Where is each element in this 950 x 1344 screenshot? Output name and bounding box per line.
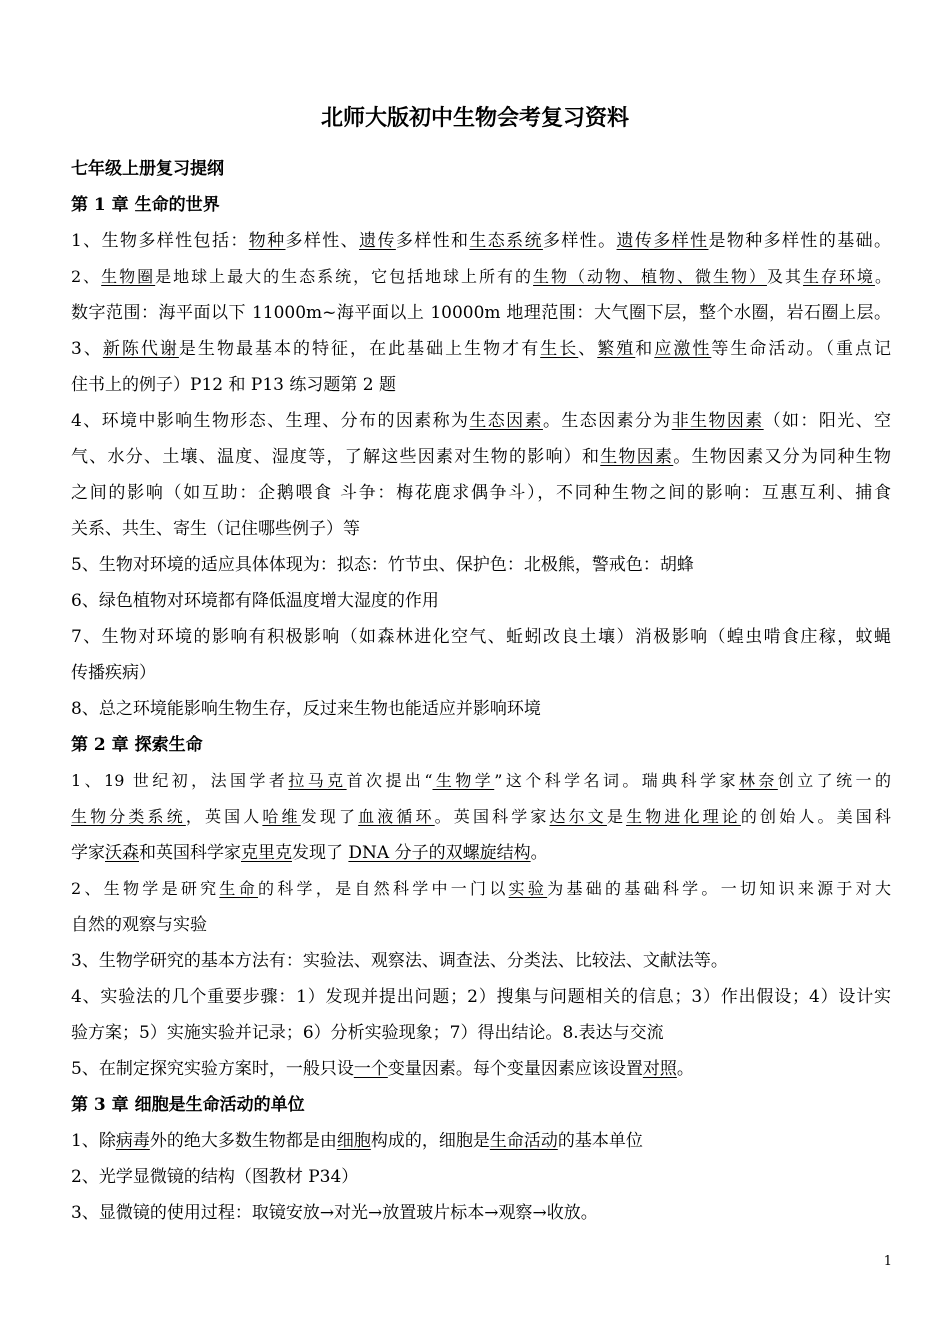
text-segment: 发现了 bbox=[292, 843, 349, 863]
text-line bbox=[71, 943, 891, 979]
text-segment: 的科学，是自然科学中一门以 bbox=[257, 879, 509, 898]
text-line bbox=[71, 1015, 891, 1051]
underlined-term: 繁殖 bbox=[597, 339, 636, 359]
underlined-term: 克里克 bbox=[241, 843, 292, 863]
underlined-term: DNA 分子的双螺旋结构 bbox=[348, 843, 531, 863]
underlined-term: 生命活动 bbox=[489, 1131, 558, 1151]
text-line bbox=[71, 331, 891, 367]
text-segment: 。生物因素又分为同种生物 bbox=[673, 447, 891, 467]
text-line bbox=[71, 907, 891, 943]
text-segment: 学家 bbox=[71, 843, 105, 863]
underlined-term: 生物因素 bbox=[600, 447, 674, 467]
text-segment: 2、 bbox=[71, 267, 102, 286]
text-segment: 是生物最基本的特征，在此基础上生物才有 bbox=[178, 339, 541, 359]
text-line bbox=[71, 511, 891, 547]
text-segment: 7、生物对环境的影响有积极影响（如森林进化空气、蚯蚓改良土壤）消极影响（蝗虫啃食庄稼，蚊蝇 bbox=[71, 627, 891, 647]
underlined-term: 生长 bbox=[540, 339, 579, 359]
text-segment: 第 1 章 生命的世界 bbox=[71, 195, 220, 215]
text-segment: 为基础的基础科学。一切知识来源于对大 bbox=[547, 879, 891, 898]
underlined-term: 生存环境 bbox=[802, 267, 875, 286]
text-segment: 2、生物学是研究 bbox=[71, 879, 220, 898]
text-segment: ，英国人 bbox=[185, 807, 263, 826]
text-line bbox=[71, 871, 891, 907]
text-segment: 。 bbox=[676, 1059, 694, 1079]
text-segment: 4、实验法的几个重要步骤：1）发现并提出问题；2）搜集与问题相关的信息；3）作出假设；4）设计实 bbox=[71, 987, 891, 1007]
text-segment: 5、在制定探究实验方案时，一般只设 bbox=[71, 1059, 354, 1079]
underlined-term: 物种 bbox=[248, 231, 286, 251]
text-segment: 首次提出“ bbox=[346, 771, 433, 790]
text-segment: 验方案；5）实施实验并记录；6）分析实验现象；7）得出结论。8.表达与交流 bbox=[71, 1023, 664, 1043]
section-heading bbox=[71, 1087, 891, 1123]
underlined-term: 病毒 bbox=[115, 1131, 150, 1151]
text-segment: 1、19 世纪初，法国学者 bbox=[71, 771, 289, 790]
text-segment: （如：阳光、空 bbox=[763, 411, 891, 431]
text-line bbox=[71, 1051, 891, 1087]
text-segment: 创立了统一的 bbox=[777, 771, 891, 790]
underlined-term: 对照 bbox=[642, 1059, 677, 1079]
text-line bbox=[71, 403, 891, 439]
text-segment: 3、生物学研究的基本方法有：实验法、观察法、调查法、分类法、比较法、文献法等。 bbox=[71, 951, 728, 971]
text-segment: 关系、共生、寄生（记住哪些例子）等 bbox=[71, 519, 360, 539]
underlined-term: 生物分类系统 bbox=[71, 807, 186, 826]
text-segment: ”这个科学名词。瑞典科学家 bbox=[494, 771, 739, 790]
text-line bbox=[71, 619, 891, 655]
text-line bbox=[71, 979, 891, 1015]
underlined-term: 拉马克 bbox=[288, 771, 347, 790]
text-segment: 及其 bbox=[766, 267, 803, 286]
underlined-term: 一个 bbox=[353, 1059, 388, 1079]
section-heading bbox=[71, 187, 891, 223]
text-line bbox=[71, 691, 891, 727]
underlined-term: 生态系统 bbox=[469, 231, 543, 251]
text-segment: 之间的影响（如互助：企鹅喂食 斗争：梅花鹿求偶争斗），不同种生物之间的影响：互惠互利、捕食 bbox=[71, 483, 891, 503]
text-segment: 自然的观察与实验 bbox=[71, 915, 207, 935]
text-segment: 。生态因素分为 bbox=[542, 411, 672, 431]
text-segment: 第 3 章 细胞是生命活动的单位 bbox=[71, 1095, 305, 1115]
text-segment: 。 bbox=[530, 843, 548, 863]
text-segment: 多样性、 bbox=[285, 231, 360, 251]
underlined-term: 应激性 bbox=[654, 339, 712, 359]
text-segment: 6、绿色植物对环境都有降低温度增大湿度的作用 bbox=[71, 591, 439, 611]
document-title: 北师大版初中生物会考复习资料 bbox=[320, 106, 629, 131]
text-line bbox=[71, 835, 891, 871]
text-segment: 和英国科学家 bbox=[139, 843, 241, 863]
text-segment: 多样性。 bbox=[542, 231, 617, 251]
text-segment: 构成的，细胞是 bbox=[370, 1131, 490, 1151]
text-segment: 数字范围：海平面以下 11000m~海平面以上 10000m 地理范围：大气圈下层，整个水圈，岩石圈上层。 bbox=[71, 303, 891, 323]
underlined-term: 新陈代谢 bbox=[102, 339, 179, 359]
text-segment: 3、 bbox=[71, 339, 103, 359]
text-segment: 等生命活动。（重点记 bbox=[711, 339, 891, 359]
underlined-term: 生物（动物、植物、微生物） bbox=[533, 267, 767, 286]
text-segment: 1、除 bbox=[71, 1131, 116, 1151]
text-line bbox=[71, 1123, 891, 1159]
underlined-term: 哈维 bbox=[262, 807, 301, 826]
text-segment: 是 bbox=[606, 807, 627, 826]
underlined-term: 生物学 bbox=[432, 771, 495, 790]
text-segment: 5、生物对环境的适应具体体现为：拟态：竹节虫、保护色：北极熊，警戒色：胡蜂 bbox=[71, 555, 694, 575]
text-segment: 的基本单位 bbox=[557, 1131, 643, 1151]
document-body bbox=[71, 151, 891, 1231]
text-line bbox=[71, 367, 891, 403]
underlined-term: 沃森 bbox=[105, 843, 139, 863]
text-segment: 第 2 章 探索生命 bbox=[71, 735, 203, 755]
text-line bbox=[71, 655, 891, 691]
underlined-term: 达尔文 bbox=[549, 807, 607, 826]
text-segment: 住书上的例子）P12 和 P13 练习题第 2 题 bbox=[71, 375, 396, 395]
text-segment: 4、环境中影响生物形态、生理、分布的因素称为 bbox=[71, 411, 470, 431]
underlined-term: 非生物因素 bbox=[671, 411, 764, 431]
text-line bbox=[71, 1159, 891, 1195]
underlined-term: 生态因素 bbox=[469, 411, 543, 431]
text-segment: 。英国科学家 bbox=[434, 807, 550, 826]
underlined-term: 林奈 bbox=[738, 771, 778, 790]
underlined-term: 生命 bbox=[219, 879, 258, 898]
underlined-term: 生物进化理论 bbox=[626, 807, 741, 826]
text-segment: 和 bbox=[635, 339, 655, 359]
underlined-term: 遗传 bbox=[359, 231, 396, 251]
text-segment: 8、总之环境能影响生物生存，反过来生物也能适应并影响环境 bbox=[71, 699, 541, 719]
text-segment: 气、水分、土壤、温度、湿度等，了解这些因素对生物的影响）和 bbox=[71, 447, 601, 467]
text-segment: 外的绝大多数生物都是由 bbox=[149, 1131, 337, 1151]
section-heading bbox=[71, 151, 891, 187]
underlined-term: 细胞 bbox=[336, 1131, 371, 1151]
text-segment: 传播疾病） bbox=[71, 663, 156, 683]
page-number: 1 bbox=[883, 1254, 892, 1269]
text-line bbox=[71, 475, 891, 511]
text-segment: 发现了 bbox=[300, 807, 359, 826]
text-segment: 是地球上最大的生态系统，它包括地球上所有的 bbox=[155, 267, 534, 286]
text-line bbox=[71, 763, 891, 799]
text-line bbox=[71, 1195, 891, 1231]
text-line bbox=[71, 547, 891, 583]
text-segment: 3、显微镜的使用过程：取镜安放→对光→放置玻片标本→观察→收放。 bbox=[71, 1203, 598, 1223]
text-segment: 2、光学显微镜的结构（图教材 P34） bbox=[71, 1167, 359, 1187]
underlined-term: 血液循环 bbox=[358, 807, 435, 826]
text-line bbox=[71, 439, 891, 475]
text-segment: 的创始人。美国科 bbox=[740, 807, 891, 826]
text-line bbox=[71, 295, 891, 331]
text-line bbox=[71, 799, 891, 835]
underlined-term: 生物圈 bbox=[101, 267, 156, 286]
text-segment: 是物种多样性的基础。 bbox=[708, 231, 891, 251]
text-segment: 变量因素。每个变量因素应该设置 bbox=[387, 1059, 643, 1079]
text-segment: 。 bbox=[874, 267, 891, 286]
underlined-term: 实验 bbox=[508, 879, 548, 898]
text-segment: 1、生物多样性包括： bbox=[71, 231, 249, 251]
underlined-term: 遗传多样性 bbox=[616, 231, 709, 251]
text-segment: 七年级上册复习提纲 bbox=[71, 159, 224, 179]
text-line bbox=[71, 223, 891, 259]
section-heading bbox=[71, 727, 891, 763]
text-line bbox=[71, 583, 891, 619]
text-segment: 多样性和 bbox=[395, 231, 470, 251]
text-line bbox=[71, 259, 891, 295]
text-segment: 、 bbox=[578, 339, 598, 359]
